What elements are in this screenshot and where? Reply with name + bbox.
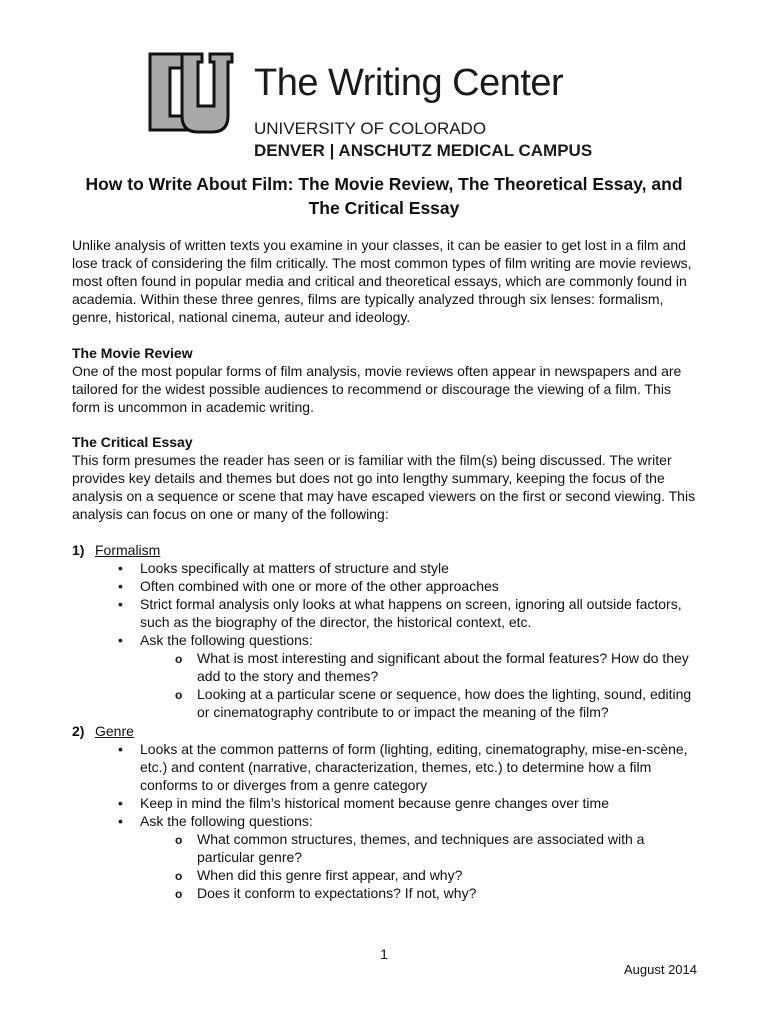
list-item-text: Ask the following questions: <box>140 813 313 829</box>
footer-date: August 2014 <box>623 962 697 977</box>
bullet-list <box>72 559 700 721</box>
list-item: • Keep in mind the film’s historical moment because genre changes over time <box>140 794 700 812</box>
question-item: o Does it conform to expectations? If not, why? <box>197 884 700 902</box>
list-item <box>140 631 700 721</box>
question-list <box>140 649 700 721</box>
section-heading <box>72 541 700 559</box>
section-name: Genre <box>95 723 134 739</box>
list-item: • Often combined with one or more of the other approaches <box>140 577 700 595</box>
header-logo-block <box>142 44 642 162</box>
section-heading <box>72 722 700 740</box>
question-list <box>140 830 700 902</box>
critical-essay-heading: The Critical Essay <box>72 434 193 450</box>
bullet-list <box>72 740 700 902</box>
movie-review-heading: The Movie Review <box>72 345 193 361</box>
section-name: Formalism <box>95 542 161 558</box>
brand-campus: DENVER | ANSCHUTZ MEDICAL CAMPUS <box>254 141 593 160</box>
list-item: • Looks specifically at matters of structure and style <box>140 559 700 577</box>
critical-essay-block <box>72 433 700 523</box>
section-number: 2) <box>72 723 85 739</box>
section-number: 1) <box>72 542 85 558</box>
movie-review-text: One of the most popular forms of film analysis, movie reviews often appear in newspapers and are tailored for the widest possible audiences to recommend or discourage the viewing of a film. This form is uncommon in academic writing. <box>72 363 682 415</box>
brand-university: UNIVERSITY OF COLORADO <box>254 119 487 138</box>
question-item: o What common structures, themes, and techniques are associated with a particular genre? <box>197 830 700 866</box>
question-item: o Looking at a particular scene or sequence, how does the lighting, sound, editing or cinematography contribute to or impact the meaning of the film? <box>197 685 700 721</box>
list-item-text: Ask the following questions: <box>140 632 313 648</box>
document-title: How to Write About Film: The Movie Review, The Theoretical Essay, and The Critical Essay <box>85 174 683 218</box>
brand-title: The Writing Center <box>254 62 564 104</box>
movie-review-block <box>72 344 700 416</box>
list-item <box>140 812 700 902</box>
section-genre <box>72 722 700 902</box>
section-formalism <box>72 541 700 721</box>
list-item: • Looks at the common patterns of form (lighting, editing, cinematography, mise-en-scène, etc.) and content (narrative, characterization, themes, etc.) to determine how a film conforms to or diverges from a genre category <box>140 740 700 794</box>
critical-essay-text: This form presumes the reader has seen or is familiar with the film(s) being discussed. The writer provides key details and themes but does not go into lengthy summary, keeping the focus of the analysis on a sequence or scene that may have escaped viewers on the first or second viewing. This analysis can focus on one or many of the following: <box>72 452 696 522</box>
question-item: o When did this genre first appear, and why? <box>197 866 700 884</box>
cu-monogram-icon <box>142 44 238 140</box>
list-item: • Strict formal analysis only looks at what happens on screen, ignoring all outside factors, such as the biography of the director, the historical context, etc. <box>140 595 700 631</box>
intro-paragraph: Unlike analysis of written texts you examine in your classes, it can be easier to get lost in a film and lose track of considering the film critically. The most common types of film writing are movie reviews, most often found in popular media and critical and theoretical essays, which are commonly found in academia. Within these three genres, films are typically analyzed through six lenses: formalism, genre, historical, national cinema, auteur and ideology. <box>72 237 692 325</box>
page-number: 1 <box>380 946 388 962</box>
question-item: o What is most interesting and significant about the formal features? How do they add to the story and themes? <box>197 649 700 685</box>
